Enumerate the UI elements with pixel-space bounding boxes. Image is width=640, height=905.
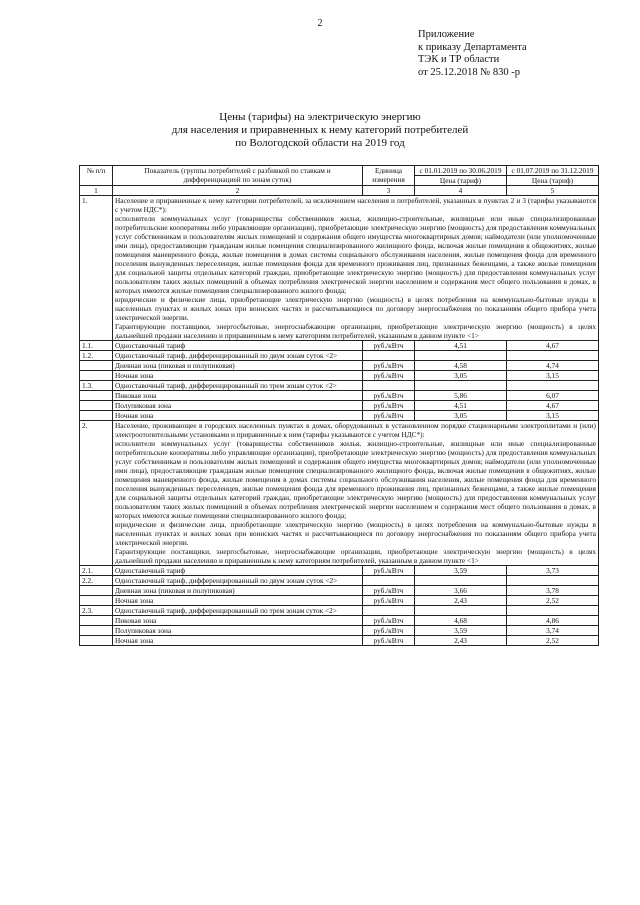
row-num	[80, 626, 113, 636]
row-price-period2	[507, 351, 599, 361]
table-row	[80, 351, 599, 361]
table-row	[80, 566, 599, 576]
row-unit: руб./кВтч	[363, 566, 415, 576]
row-price-period2	[507, 381, 599, 391]
row-price-period1: 5,86	[415, 391, 507, 401]
section-row-1	[80, 196, 599, 341]
row-label: Одноставочный тариф	[113, 341, 363, 351]
row-unit: руб./кВтч	[363, 411, 415, 421]
row-price-period1	[415, 351, 507, 361]
row-price-period1: 3,59	[415, 566, 507, 576]
row-num	[80, 636, 113, 646]
table-row	[80, 381, 599, 391]
row-price-period2: 4,67	[507, 341, 599, 351]
row-price-period1: 4,51	[415, 341, 507, 351]
row-num: 1.3.	[80, 381, 113, 391]
row-price-period1: 4,58	[415, 361, 507, 371]
row-num	[80, 401, 113, 411]
row-unit: руб./кВтч	[363, 371, 415, 381]
row-label: Полупиковая зона	[113, 401, 363, 411]
row-label: Одноставочный тариф, дифференцированный по двум зонам суток <2>	[113, 576, 363, 586]
row-price-period2: 2,52	[507, 636, 599, 646]
row-label: Одноставочный тариф, дифференцированный по трем зонам суток <2>	[113, 606, 363, 616]
row-num	[80, 371, 113, 381]
row-num	[80, 586, 113, 596]
row-unit	[363, 606, 415, 616]
row-num	[80, 596, 113, 606]
section-description	[113, 421, 599, 566]
row-price-period1: 4,51	[415, 401, 507, 411]
table-row	[80, 411, 599, 421]
row-label: Ночная зона	[113, 636, 363, 646]
table-row	[80, 596, 599, 606]
page-number: 2	[317, 18, 323, 29]
row-label: Пиковая зона	[113, 616, 363, 626]
row-unit: руб./кВтч	[363, 596, 415, 606]
row-label: Дневная зона (пиковая и полупиковая)	[113, 361, 363, 371]
title-line: Цены (тарифы) на электрическую энергию	[219, 111, 421, 123]
row-num	[80, 411, 113, 421]
header-price2: Цена (тариф)	[507, 176, 599, 186]
row-num: 1.1.	[80, 341, 113, 351]
row-price-period1	[415, 381, 507, 391]
row-label: Ночная зона	[113, 596, 363, 606]
row-price-period2: 3,15	[507, 411, 599, 421]
description-paragraph: исполнители коммунальных услуг (товарищества собственников жилья, жилищно-строительные, жилищные или иные специализированные потребительские кооперативы либо управляющие организации), приобретающие электрическую энергию (мощность) для предоставления коммунальных услуг собственникам и пользователям жилых помещений и содержания общего имущества многоквартирных домов; наймодатели (или уполномоченные ими лица), предоставляющие гражданам жилые помещения специализированного жилищного фонда, включая жилые помещения в общежитиях, жилые помещения маневренного фонда, жилые помещения в домах системы социального обслуживания населения, жилые помещения фонда для временного поселения вынужденных переселенцев, жилые помещения фонда для временного проживания лиц, признанных беженцами, а также жилые помещения для социальной защиты отдельных категорий граждан, приобретающие электрическую энергию (мощность) для предоставления коммунальных услуг пользователям таких жилых помещений в объемах потребления электрической энергии населением и содержания мест общего пользования в домах, в которых имеются жилые помещения специализированного жилого фонда;	[115, 214, 596, 295]
document-title	[0, 111, 640, 150]
row-price-period2: 3,15	[507, 371, 599, 381]
row-unit: руб./кВтч	[363, 361, 415, 371]
approval-line: к приказу Департамента	[418, 41, 527, 53]
row-price-period1: 3,66	[415, 586, 507, 596]
row-price-period2: 4,86	[507, 616, 599, 626]
description-paragraph: исполнители коммунальных услуг (товарищества собственников жилья, жилищно-строительные, жилищные или иные специализированные потребительские кооперативы либо управляющие организации), приобретающие электрическую энергию (мощность) для предоставления коммунальных услуг собственникам и пользователям жилых помещений и содержания общего имущества многоквартирных домов; наймодатели (или уполномоченные ими лица), предоставляющие гражданам жилые помещения специализированного жилищного фонда, включая жилые помещения в общежитиях, жилые помещения маневренного фонда, жилые помещения в домах системы социального обслуживания населения, жилые помещения фонда для временного поселения вынужденных переселенцев, жилые помещения фонда для временного проживания лиц, признанных беженцами, а также жилые помещения для социальной защиты отдельных категорий граждан, приобретающие электрическую энергию (мощность) для предоставления коммунальных услуг пользователям таких жилых помещений в объемах потребления электрической энергии населением и содержания мест общего пользования в домах, в которых имеются жилые помещения специализированного жилого фонда;	[115, 439, 596, 520]
description-paragraph: юридические и физические лица, приобретающие электрическую энергию (мощность) в целях потребления на коммунально-бытовые нужды в населенных пунктах и жилых зонах при воинских частях и рассчитывающиеся по договору энергоснабжения по показаниям общего прибора учета электрической энергии.	[115, 520, 596, 547]
description-paragraph: Население и приравненные к нему категории потребителей, за исключением населения и потребителей, указанных в пунктах 2 и 3 (тарифы указываются с учетом НДС*):	[115, 196, 596, 214]
description-paragraph: Гарантирующие поставщики, энергосбытовые, энергоснабжающие организации, приобретающие электрическую энергию (мощность) в целях дальнейшей продажи населению и приравненным к нему категориям потребителей, указанным в данном пункте <1>	[115, 322, 596, 340]
col-number: 1	[80, 186, 113, 196]
row-unit: руб./кВтч	[363, 401, 415, 411]
table-row	[80, 616, 599, 626]
row-num	[80, 391, 113, 401]
row-label: Полупиковая зона	[113, 626, 363, 636]
row-unit	[363, 576, 415, 586]
header-price1: Цена (тариф)	[415, 176, 507, 186]
row-label: Дневная зона (пиковая и полупиковая)	[113, 586, 363, 596]
row-price-period1	[415, 576, 507, 586]
tariff-rows-group-2	[80, 566, 599, 646]
row-unit	[363, 351, 415, 361]
col-number: 2	[113, 186, 363, 196]
row-price-period2: 4,74	[507, 361, 599, 371]
section-description	[113, 196, 599, 341]
column-number-row	[80, 186, 599, 196]
header-unit: Единица измерения	[363, 166, 415, 186]
row-price-period1: 3,05	[415, 371, 507, 381]
row-label: Одноставочный тариф, дифференцированный по двум зонам суток <2>	[113, 351, 363, 361]
col-number: 5	[507, 186, 599, 196]
row-num	[80, 361, 113, 371]
table-row	[80, 636, 599, 646]
tariff-rows-group-1	[80, 341, 599, 421]
header-period1: с 01.01.2019 по 30.06.2019	[415, 166, 507, 176]
approval-line: от 25.12.2018 № 830 -р	[418, 66, 520, 78]
row-unit	[363, 381, 415, 391]
row-num: 2.3.	[80, 606, 113, 616]
col-number: 4	[415, 186, 507, 196]
table-row	[80, 576, 599, 586]
row-price-period2	[507, 576, 599, 586]
table-row	[80, 606, 599, 616]
row-label: Ночная зона	[113, 411, 363, 421]
row-num	[80, 616, 113, 626]
row-price-period2: 3,74	[507, 626, 599, 636]
header-num: № п/п	[80, 166, 113, 186]
row-label: Одноставочный тариф	[113, 566, 363, 576]
row-price-period1: 4,68	[415, 616, 507, 626]
row-price-period2: 6,07	[507, 391, 599, 401]
tariff-table	[79, 165, 599, 646]
row-unit: руб./кВтч	[363, 616, 415, 626]
row-price-period2: 4,67	[507, 401, 599, 411]
row-price-period2	[507, 606, 599, 616]
row-label: Пиковая зона	[113, 391, 363, 401]
description-paragraph: Население, проживающее в городских населенных пунктах в домах, оборудованных в установленном порядке стационарными электроплитами и (или) электроотопительными установками и приравненные к ним (тарифы указываются с учетом НДС*):	[115, 421, 596, 439]
row-price-period2: 3,73	[507, 566, 599, 576]
table-row	[80, 341, 599, 351]
row-unit: руб./кВтч	[363, 391, 415, 401]
row-num: 1.	[80, 196, 113, 341]
row-price-period1	[415, 606, 507, 616]
row-num: 2.1.	[80, 566, 113, 576]
table-row	[80, 626, 599, 636]
row-price-period1: 2,43	[415, 636, 507, 646]
approval-line: ТЭК и ТР области	[418, 54, 500, 65]
table-row	[80, 401, 599, 411]
row-price-period1: 3,59	[415, 626, 507, 636]
row-label: Одноставочный тариф, дифференцированный по трем зонам суток <2>	[113, 381, 363, 391]
row-unit: руб./кВтч	[363, 636, 415, 646]
row-unit: руб./кВтч	[363, 586, 415, 596]
approval-block	[418, 29, 527, 79]
title-line: по Вологодской области на 2019 год	[235, 137, 405, 149]
table-row	[80, 391, 599, 401]
row-price-period2: 2,52	[507, 596, 599, 606]
table-row	[80, 586, 599, 596]
row-price-period1: 3,05	[415, 411, 507, 421]
row-num: 2.	[80, 421, 113, 566]
col-number: 3	[363, 186, 415, 196]
header-row	[80, 166, 599, 176]
table-row	[80, 371, 599, 381]
row-num: 2.2.	[80, 576, 113, 586]
row-price-period2: 3,78	[507, 586, 599, 596]
row-label: Ночная зона	[113, 371, 363, 381]
row-num: 1.2.	[80, 351, 113, 361]
description-paragraph: Гарантирующие поставщики, энергосбытовые, энергоснабжающие организации, приобретающие электрическую энергию (мощность) в целях дальнейшей продажи населению и приравненным к нему категориям потребителей, указанным в данном пункте <1>	[115, 547, 596, 565]
header-indicator: Показатель (группы потребителей с разбивкой по ставкам и дифференциацией по зонам суток)	[113, 166, 363, 186]
row-unit: руб./кВтч	[363, 626, 415, 636]
title-line: для населения и приравненных к нему категорий потребителей	[171, 124, 469, 136]
row-unit: руб./кВтч	[363, 341, 415, 351]
header-period2: с 01.07.2019 по 31.12.2019	[507, 166, 599, 176]
section-row-2	[80, 421, 599, 566]
table-row	[80, 361, 599, 371]
description-paragraph: юридические и физические лица, приобретающие электрическую энергию (мощность) в целях потребления на коммунально-бытовые нужды в населенных пунктах и жилых зонах при воинских частях и рассчитывающиеся по договору энергоснабжения по показаниям общего прибора учета электрической энергии.	[115, 295, 596, 322]
row-price-period1: 2,43	[415, 596, 507, 606]
approval-line: Приложение	[418, 29, 475, 40]
